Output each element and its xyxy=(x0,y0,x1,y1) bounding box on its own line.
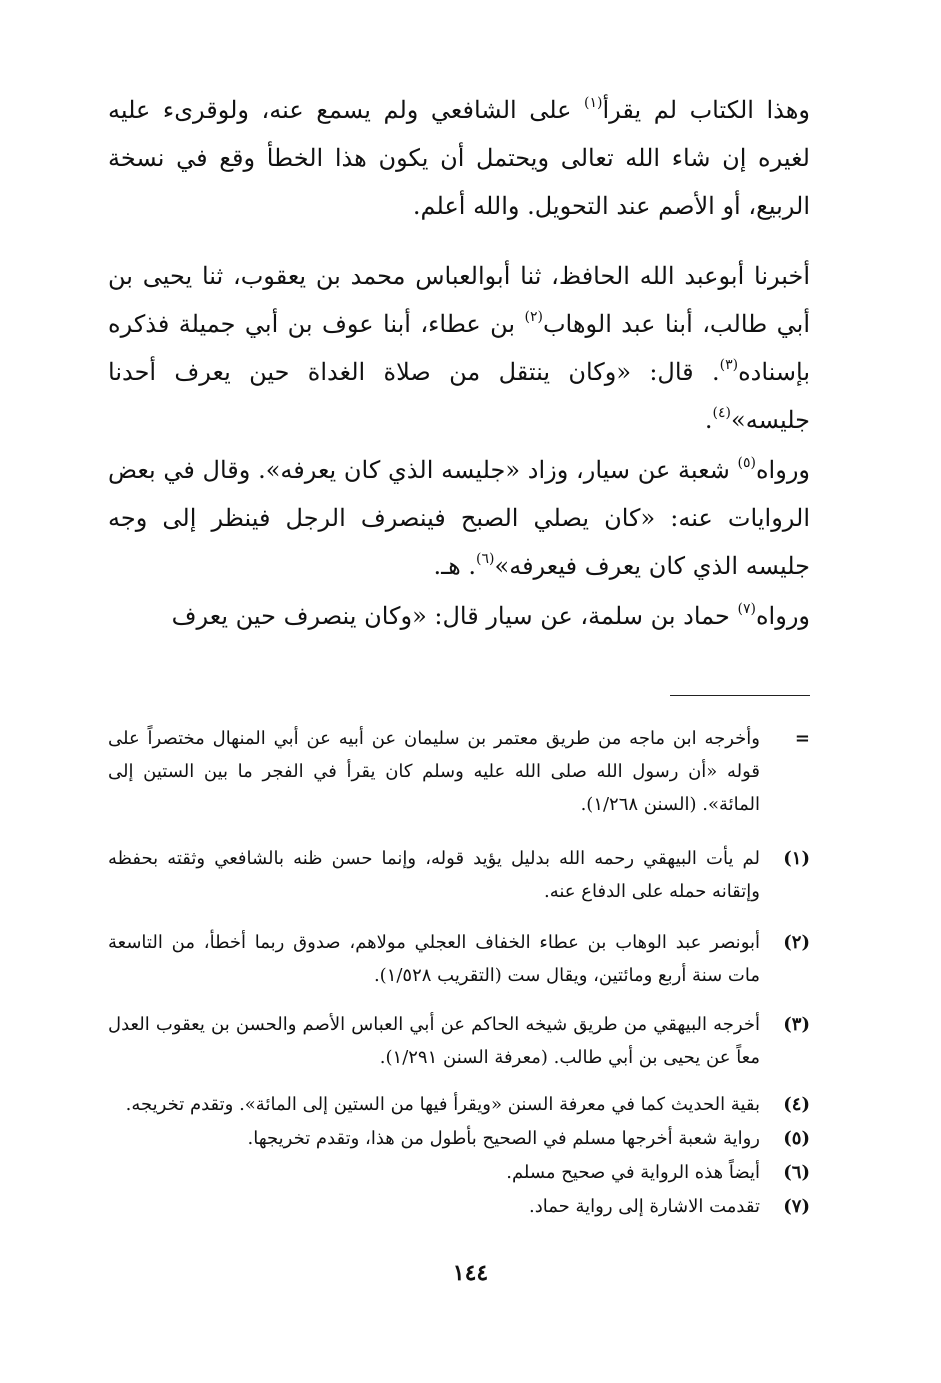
paragraph-text: حماد بن سلمة، عن سيار قال: «وكان ينصرف حين يعرف xyxy=(171,602,738,630)
paragraph-text: . هـ. xyxy=(433,552,477,580)
paragraph-text: بن عطاء، أبنا عوف بن أبي جميلة فذكره بإسناده xyxy=(108,310,810,386)
page-number: ١٤٤ xyxy=(452,1260,489,1286)
paragraph-text: . قال: «وكان ينتقل من صلاة الغداة حين يعرف أحدنا جليسه» xyxy=(108,358,810,434)
footnote-number: (٥) xyxy=(783,1128,810,1149)
footnote-number: (٣) xyxy=(783,1014,810,1035)
footnote-number: (٦) xyxy=(783,1162,810,1183)
footnote-ref[interactable]: (١) xyxy=(584,95,603,111)
footnote-ref[interactable]: (٥) xyxy=(737,455,756,471)
footnote-number: = xyxy=(794,728,810,749)
paragraph-text: أخبرنا أبوعبد الله الحافظ، ثنا أبوالعباس محمد بن يعقوب، ثنا يحيى بن أبي طالب، أبنا عبد الوهاب xyxy=(108,262,810,338)
footnote-text: أيضاً هذه الرواية في صحيح مسلم. xyxy=(506,1162,760,1183)
paragraph-text: . xyxy=(704,406,713,434)
paragraph-text: ورواه xyxy=(755,456,810,484)
footnote-number: (٢) xyxy=(783,932,810,953)
footnote-text: أخرجه البيهقي من طريق شيخه الحاكم عن أبي العباس الأصم والحسن بن يعقوب العدل معاً عن يحيى بن أبي طالب. (معرفة السنن ١/٢٩١). xyxy=(108,1014,760,1068)
paragraph-text: شعبة عن سيار، وزاد «جليسه الذي كان يعرفه». وقال في بعض الروايات عنه: «كان يصلي الصبح فينصرف الرجل فينظر إلى وجه جليسه الذي كان يعرف فيعرفه» xyxy=(108,456,810,580)
paragraph-1 xyxy=(108,86,810,230)
paragraph-4 xyxy=(108,592,810,640)
footnote-ref[interactable]: (٧) xyxy=(737,601,756,617)
footnote-ref[interactable]: (٣) xyxy=(719,357,739,373)
paragraph-text: على الشافعي ولم يسمع عنه، ولوقرىء عليه لغيره إن شاء الله تعالى ويحتمل أن يكون هذا الخطأ وقع في نسخة الربيع، أو الأصم عند التحويل. والله أعلم. xyxy=(108,96,810,220)
footnote-text: رواية شعبة أخرجها مسلم في الصحيح بأطول من هذا، وتقدم تخريجها. xyxy=(247,1128,760,1149)
footnote-number: (٤) xyxy=(783,1094,810,1115)
footnote-ref[interactable]: (٢) xyxy=(524,309,543,325)
footnote-ref[interactable]: (٤) xyxy=(712,405,732,421)
footnote-number: (٧) xyxy=(783,1196,810,1217)
footnote-text: تقدمت الاشارة إلى رواية حماد. xyxy=(528,1196,760,1217)
paragraph-text: وهذا الكتاب لم يقرأ xyxy=(602,96,810,124)
paragraph-text: ورواه xyxy=(755,602,810,630)
footnote-text: وأخرجه ابن ماجه من طريق معتمر بن سليمان عن أبيه عن أبي المنهال مختصراً على قوله «أن رسول الله صلى الله عليه وسلم كان يقرأ في الفجر ما بين الستين إلى المائة». (السنن ١/٢٦٨). xyxy=(108,728,760,815)
paragraph-2 xyxy=(108,252,810,444)
footnote-text: أبونصر عبد الوهاب بن عطاء الخفاف العجلي مولاهم، صدوق ربما أخطأ، من التاسعة مات سنة أربع ومائتين، ويقال ست (التقريب ١/٥٢٨). xyxy=(108,932,760,986)
footnote-ref[interactable]: (٦) xyxy=(476,551,495,567)
footnote-number: (١) xyxy=(783,848,810,869)
footnote-text: لم يأت البيهقي رحمه الله بدليل يؤيد قوله، وإنما حسن ظنه بالشافعي وثقته بحفظه وإتقانه حمله على الدفاع عنه. xyxy=(108,848,760,902)
footnote-text: بقية الحديث كما في معرفة السنن «ويقرأ فيها من الستين إلى المائة». وتقدم تخريجه. xyxy=(125,1094,760,1115)
paragraph-3 xyxy=(108,446,810,590)
footnote-separator xyxy=(670,695,810,696)
